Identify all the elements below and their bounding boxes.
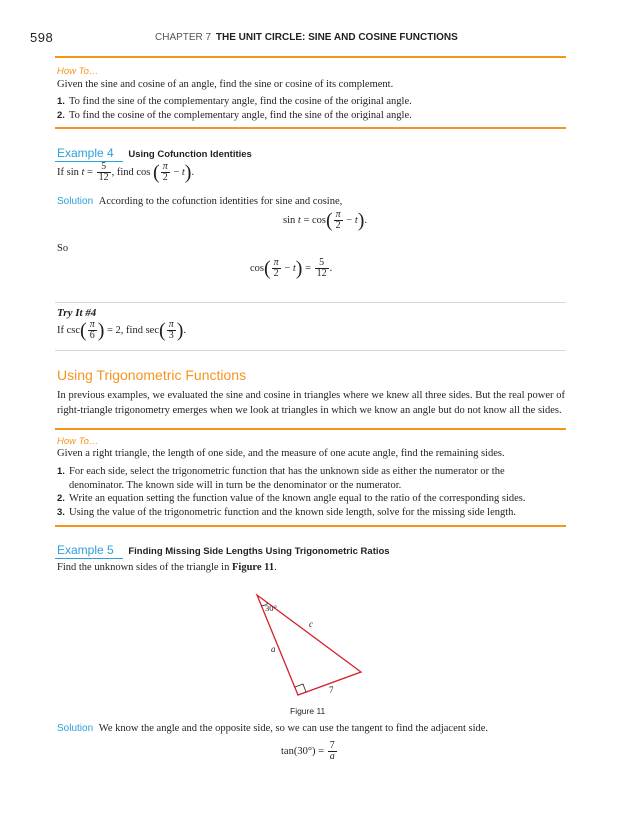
solution-text: We know the angle and the opposite side, so we can use the tangent to find the adjacent side. xyxy=(98,723,489,734)
step-text: To find the sine of the complementary angle, find the cosine of the original angle. xyxy=(69,96,412,107)
example5-solution xyxy=(57,723,565,734)
fraction-5-12: $\frac{5}{12}$ xyxy=(316,257,327,279)
tryit4-problem: If csc( $\frac{\pi}{6}$ ) = 2, find sec( $\frac{\pi}{3}$ ). xyxy=(57,319,186,342)
example4-title: Using Cofunction Identities xyxy=(128,149,252,160)
howto1-intro: Given the sine and cosine of an angle, find the sine or cosine of its complement. xyxy=(57,79,394,90)
side-label-c: c xyxy=(309,619,313,629)
chapter-label: CHAPTER 7 xyxy=(155,32,212,43)
side-label-7: 7 xyxy=(329,685,334,695)
example5-heading xyxy=(57,543,562,557)
example5-title: Finding Missing Side Lengths Using Trigonometric Ratios xyxy=(128,546,390,557)
figure-reference: Figure 11 xyxy=(231,562,275,573)
prompt-text: Find the unknown sides of the triangle in xyxy=(57,562,232,573)
example4-solution xyxy=(57,196,562,207)
section-title: Using Trigonometric Functions xyxy=(57,367,247,383)
howto2-intro: Given a right triangle, the length of one side, and the measure of one acute angle, find the remaining sides. xyxy=(57,448,505,459)
equals: = xyxy=(87,166,93,178)
howto2-label: How To… xyxy=(57,436,99,447)
howto2-step-3 xyxy=(57,506,562,520)
solution-label: Solution xyxy=(57,196,94,207)
solution-label: Solution xyxy=(57,723,94,734)
example5-underline xyxy=(55,558,123,559)
step-number: 1. xyxy=(57,466,65,477)
howto2-bottom-rule xyxy=(55,525,566,527)
step-number: 1. xyxy=(57,96,65,107)
side-label-a: a xyxy=(271,644,276,654)
step-number: 2. xyxy=(57,110,65,121)
step-text: To find the cosine of the complementary angle, find the sine of the original angle. xyxy=(69,110,412,121)
howto1-step-1 xyxy=(57,96,562,107)
var-t: t xyxy=(81,166,85,178)
problem-text: If sin xyxy=(57,166,79,178)
tryit4-bottom-rule xyxy=(55,350,566,351)
howto2-top-rule xyxy=(55,428,566,430)
figure-11-triangle xyxy=(240,590,380,705)
howto1-steps xyxy=(57,96,562,121)
figure-caption: Figure 11 xyxy=(290,706,326,716)
page-number: 598 xyxy=(30,30,54,45)
running-header xyxy=(155,32,458,43)
howto1-label: How To… xyxy=(57,66,99,77)
fraction-7-a: $\frac{7}{a}$ xyxy=(329,740,335,762)
tryit4-top-rule xyxy=(55,302,566,303)
fraction-pi-2: $\frac{\pi}{2}$ xyxy=(335,209,341,231)
fraction-pi-3: $\frac{\pi}{3}$ xyxy=(168,319,174,341)
solution-text: According to the cofunction identities for sine and cosine, xyxy=(98,196,343,207)
chapter-title: THE UNIT CIRCLE: SINE AND COSINE FUNCTIONS xyxy=(215,32,458,43)
howto2-steps xyxy=(57,465,562,519)
example5-tan-equation: tan(30°) = $\frac{7}{a}$ xyxy=(281,740,335,762)
fraction-5-12: $\frac{5}{12}$ xyxy=(98,161,109,183)
howto1-top-rule xyxy=(55,56,566,58)
problem-text-find: , find cos xyxy=(111,166,151,178)
example5-label: Example 5 xyxy=(57,543,114,557)
step-text: Write an equation setting the function value of the known angle equal to the ratio of the corresponding sides. xyxy=(69,493,526,504)
example4-result: cos( $\frac{\pi}{2}$ − t) = $\frac{5}{12}$ . xyxy=(250,257,333,280)
step-number: 2. xyxy=(57,493,65,504)
howto2-step-2 xyxy=(57,492,562,506)
example4-label: Example 4 xyxy=(57,146,114,160)
example4-problem: If sin t = $\frac{5}{12}$ , find cos ( $\frac{\pi}{2}$ − t). xyxy=(57,161,195,184)
howto1-step-2 xyxy=(57,110,562,121)
angle-label-30: 30° xyxy=(265,603,277,613)
step-text: For each side, select the trigonometric function that has the unknown side as either the numerator or the denominator. The known side will in turn be the denominator or the numerator. xyxy=(69,466,505,491)
example4-so: So xyxy=(57,243,69,254)
step-text: Using the value of the trigonometric function and the known side length, solve for the missing side length. xyxy=(69,506,517,518)
tryit4-label: Try It #4 xyxy=(57,307,97,319)
fraction-pi-2: $\frac{\pi}{2}$ xyxy=(273,257,279,279)
example4-heading xyxy=(57,146,562,160)
howto2-step-1 xyxy=(57,465,562,492)
section-paragraph: In previous examples, we evaluated the sine and cosine in triangles where we knew all three sides. But the real power of right-triangle trigonometry emerges when we look at triangles in which we know an angle but do not know all the sides. xyxy=(57,390,565,416)
step-number: 3. xyxy=(57,506,65,518)
fraction-pi-6: $\frac{\pi}{6}$ xyxy=(89,319,95,341)
howto1-bottom-rule xyxy=(55,127,566,129)
example4-identity: sin t = cos( $\frac{\pi}{2}$ − t). xyxy=(283,209,368,232)
example5-prompt: Find the unknown sides of the triangle in Figure 11. xyxy=(57,562,277,573)
fraction-pi-2: $\frac{\pi}{2}$ xyxy=(162,161,168,183)
